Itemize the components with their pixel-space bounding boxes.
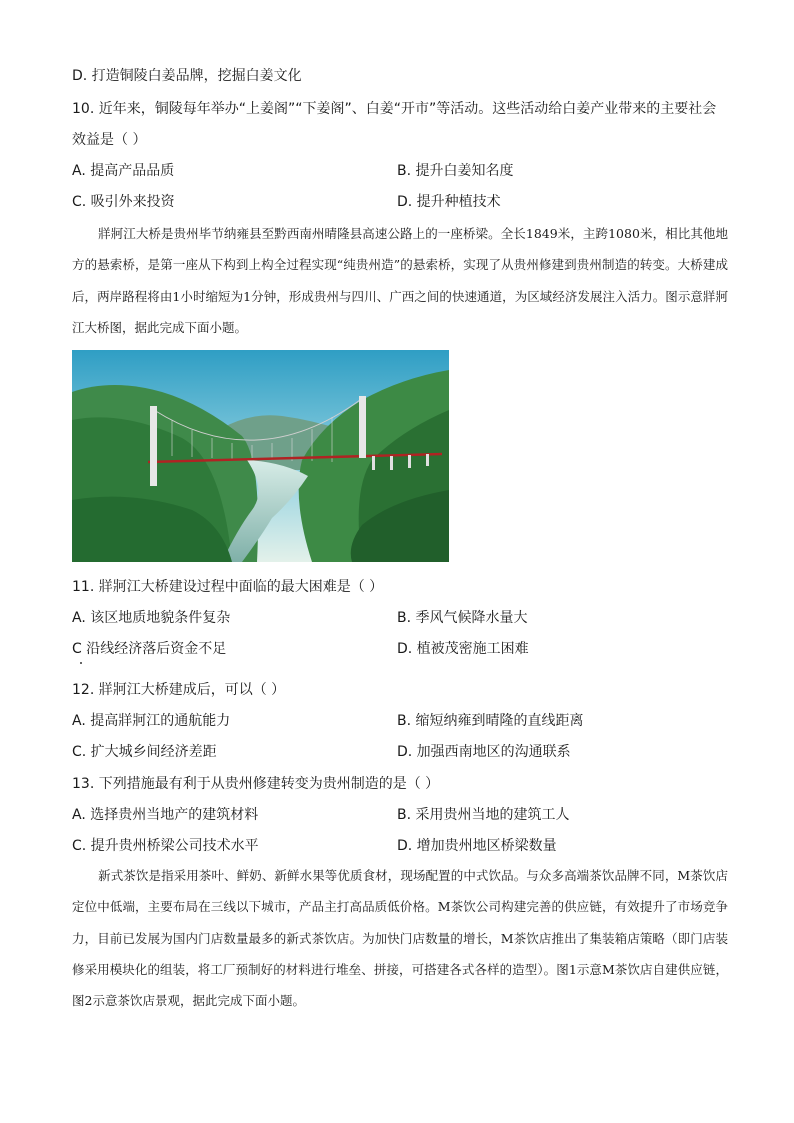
q11-option-d: D. 植被茂密施工困难 — [397, 641, 529, 657]
q12-stem: 12. 牂牁江大桥建成后，可以（ ） — [72, 682, 286, 698]
q12-option-a: A. 提高牂牁江的通航能力 — [72, 713, 231, 729]
bridge-passage — [72, 218, 728, 343]
q13-option-a: A. 选择贵州当地产的建筑材料 — [72, 807, 259, 823]
tea-passage-text: 新式茶饮是指采用茶叶、鲜奶、新鲜水果等优质食材，现场配置的中式饮品。与众多高端茶饮品牌不同，M茶饮店定位中低端，主要布局在三线以下城市，产品主打高品质低价格。M茶饮公司构建完善的供应链，有效提升了市场竞争力，目前已发展为国内门店数量最多的新式茶饮店。为加快门店数量的增长，M茶饮店推出了集装箱店策略（即门店装修采用模块化的组装，将工厂预制好的材料进行堆垒、拼接，可搭建各式各样的造型）。图1示意M茶饮店自建供应链，图2示意茶饮店景观，据此完成下面小题。 — [72, 868, 728, 1009]
q11-option-a: A. 该区地质地貌条件复杂 — [72, 610, 231, 626]
q10-option-d: D. 提升种植技术 — [397, 194, 501, 210]
q13-stem: 13. 下列措施最有利于从贵州修建转变为贵州制造的是（ ） — [72, 776, 440, 792]
q11-option-c: C 沿线经济落后资金不足 — [72, 641, 227, 657]
q10-option-c: C. 吸引外来投资 — [72, 194, 175, 210]
bridge-photo — [72, 350, 449, 562]
q13-option-c: C. 提升贵州桥梁公司技术水平 — [72, 838, 259, 854]
q10-option-a: A. 提高产品品质 — [72, 163, 175, 179]
stray-dot — [80, 662, 82, 664]
q13-option-d: D. 增加贵州地区桥梁数量 — [397, 838, 557, 854]
q13-option-b: B. 采用贵州当地的建筑工人 — [397, 807, 570, 823]
q10-stem-line2: 效益是（ ） — [72, 132, 147, 148]
q12-option-c: C. 扩大城乡间经济差距 — [72, 744, 217, 760]
q9-option-d: D. 打造铜陵白姜品牌，挖掘白姜文化 — [72, 68, 302, 84]
q11-option-b: B. 季风气候降水量大 — [397, 610, 528, 626]
bridge-passage-text: 牂牁江大桥是贵州毕节纳雍县至黔西南州晴隆县高速公路上的一座桥梁。全长1849米，主跨1080米，相比其他地方的悬索桥，是第一座从下构到上构全过程实现“纯贵州造”的悬索桥，实现了从贵州修建到贵州制造的转变。大桥建成后，两岸路程将由1小时缩短为1分钟，形成贵州与四川、广西之间的快速通道，为区域经济发展注入活力。图示意牂牁江大桥图，据此完成下面小题。 — [72, 226, 728, 335]
q10-option-b: B. 提升白姜知名度 — [397, 163, 514, 179]
q11-stem: 11. 牂牁江大桥建设过程中面临的最大困难是（ ） — [72, 579, 384, 595]
tea-passage — [72, 860, 728, 1016]
q10-stem-line1: 10. 近年来，铜陵每年举办“上姜阁”“下姜阁”、白姜“开市”等活动。这些活动给白姜产业带来的主要社会 — [72, 101, 717, 117]
q12-option-b: B. 缩短纳雍到晴隆的直线距离 — [397, 713, 584, 729]
q12-option-d: D. 加强西南地区的沟通联系 — [397, 744, 571, 760]
